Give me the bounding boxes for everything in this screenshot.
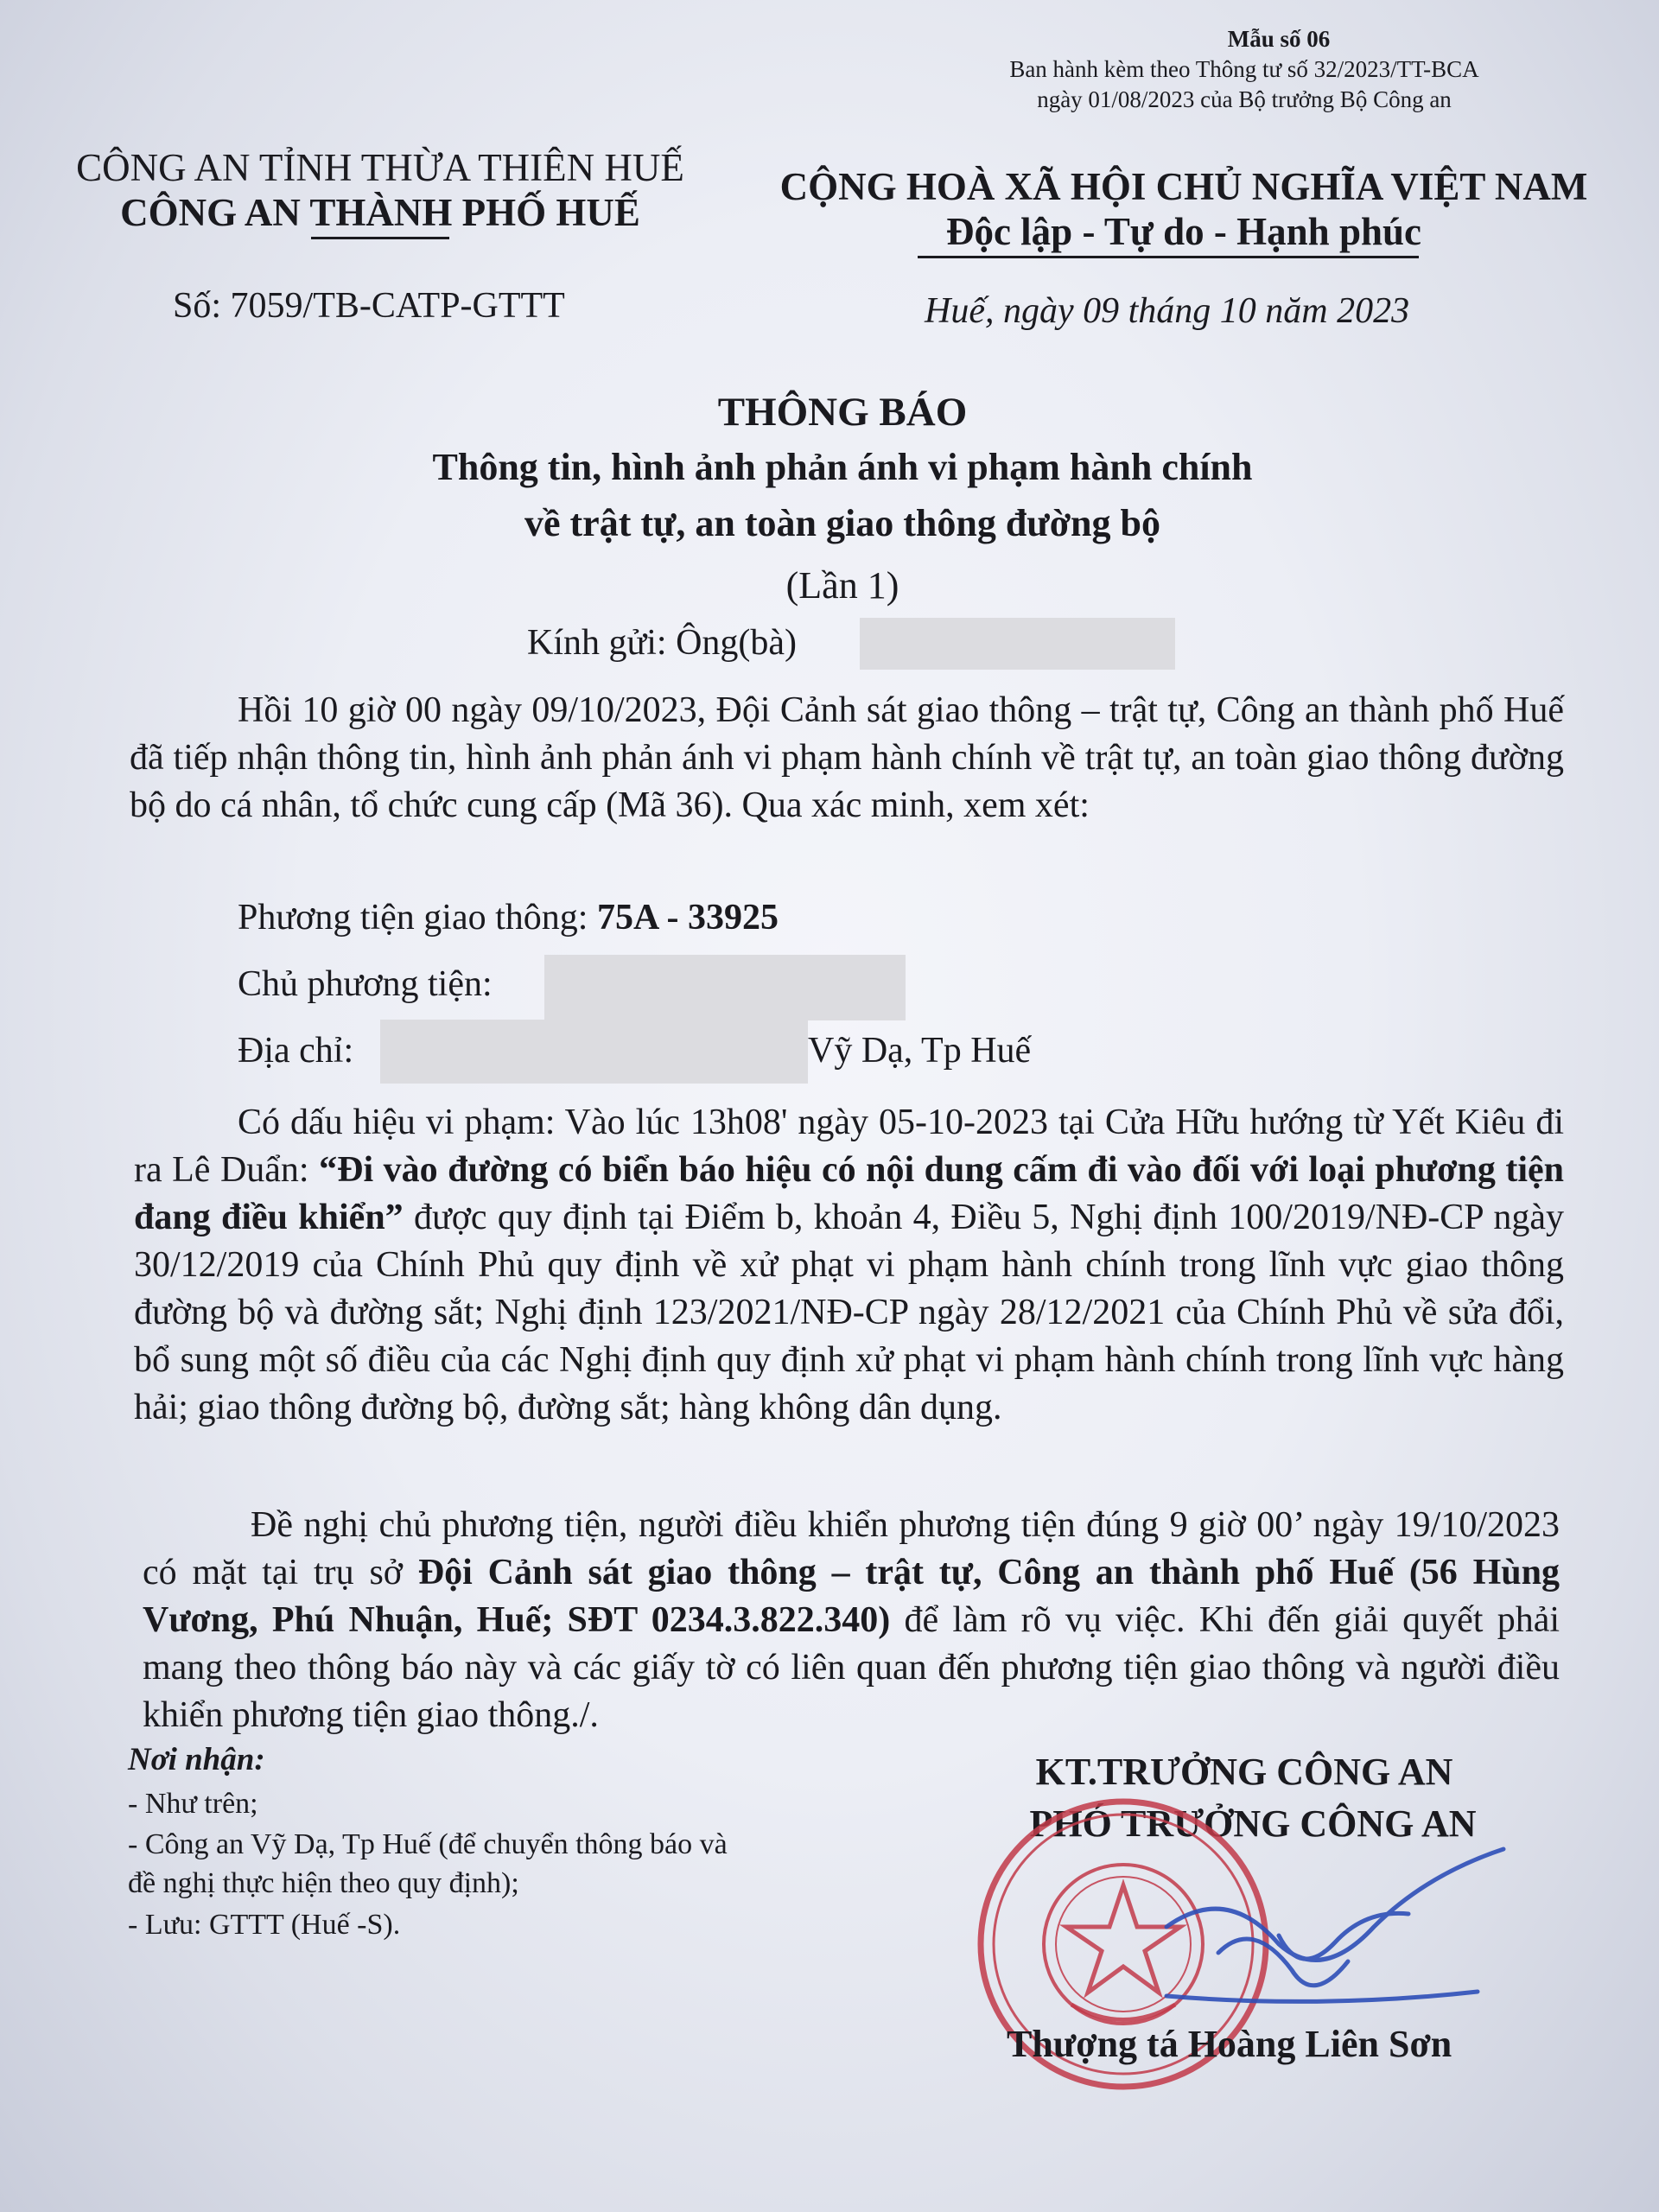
redacted-address xyxy=(380,1020,808,1084)
motto-underline xyxy=(918,256,1419,258)
addressee-label: Kính gửi: Ông(bà) xyxy=(527,623,798,663)
vehicle-line xyxy=(238,897,779,938)
notice-subtitle-2: về trật tự, an toàn giao thông đường bộ xyxy=(524,502,1160,544)
request-paragraph xyxy=(143,1502,1560,1739)
address-tail: Vỹ Dạ, Tp Huế xyxy=(808,1031,1032,1071)
address-label: Địa chỉ: xyxy=(238,1031,354,1071)
recipient-item: - Lưu: GTTT (Huế -S). xyxy=(128,1909,401,1941)
document-number: Số: 7059/TB-CATP-GTTT xyxy=(173,286,565,326)
signer-role-2: PHÓ TRƯỞNG CÔNG AN xyxy=(1029,1802,1477,1845)
signer-role-1: KT.TRƯỞNG CÔNG AN xyxy=(1035,1751,1453,1793)
recipient-item: - Công an Vỹ Dạ, Tp Huế (để chuyển thông báo và xyxy=(128,1828,728,1860)
place-date: Huế, ngày 09 tháng 10 năm 2023 xyxy=(925,291,1410,331)
request-office: Đội Cảnh sát giao thông – trật tự, Công an thành phố Huế (56 Hùng Vương, Phú Nhuận, Huế; SĐT 0234.3.822.340) xyxy=(143,1553,1560,1640)
intro-paragraph: Hồi 10 giờ 00 ngày 09/10/2023, Đội Cảnh sát giao thông – trật tự, Công an thành phố Huế đã tiếp nhận thông tin, hình ảnh phản ánh vi phạm hành chính về trật tự, an toàn giao thông đường bộ do cá nhân, tổ chức cung cấp (Mã 36). Qua xác minh, xem xét: xyxy=(130,690,1564,825)
notice-heading: THÔNG BÁO xyxy=(717,390,968,435)
national-motto: Độc lập - Tự do - Hạnh phúc xyxy=(945,210,1422,253)
issuer-province: CÔNG AN TỈNH THỪA THIÊN HUẾ xyxy=(76,146,684,189)
redacted-owner xyxy=(544,955,906,1020)
national-title: CỘNG HOÀ XÃ HỘI CHỦ NGHĨA VIỆT NAM xyxy=(779,165,1588,208)
vehicle-label: Phương tiện giao thông: xyxy=(238,898,597,938)
violation-paragraph xyxy=(134,1099,1564,1432)
signer-name: Thượng tá Hoàng Liên Sơn xyxy=(1007,2023,1452,2065)
recipient-item: - Như trên; xyxy=(128,1788,258,1820)
request-text-a: Đề nghị chủ phương tiện, người điều khiển phương tiện đúng 9 giờ 00’ ngày 19/10/2023 có mặt tại trụ sở xyxy=(143,1505,1560,1592)
issuer-city: CÔNG AN THÀNH PHỐ HUẾ xyxy=(120,191,640,234)
form-issued-date: ngày 01/08/2023 của Bộ trưởng Bộ Công an xyxy=(1037,86,1452,112)
violation-text-b: được quy định tại Điểm b, khoản 4, Điều 5, Nghị định 100/2019/NĐ-CP ngày 30/12/2019 của Chính Phủ quy định về xử phạt vi phạm hành chính trong lĩnh vực giao thông đường bộ và đường sắt; Nghị định 123/2021/NĐ-CP ngày 28/12/2021 của Chính Phủ về sửa đổi, bổ sung một số điều của các Nghị định quy định xử phạt vi phạm hành chính trong lĩnh vực hàng hải; giao thông đường bộ, đường sắt; hàng không dân dụng. xyxy=(134,1198,1564,1427)
violation-text-a: Có dấu hiệu vi phạm: Vào lúc 13h08' ngày 05-10-2023 tại Cửa Hữu hướng từ Yết Kiêu đi ra Lê Duẩn: xyxy=(134,1103,1564,1190)
redacted-addressee xyxy=(860,618,1175,670)
request-text-b: để làm rõ vụ việc. Khi đến giải quyết phải mang theo thông báo này và các giấy tờ có liên quan đến phương tiện giao thông và người điều khiển phương tiện giao thông./. xyxy=(143,1600,1560,1735)
form-issued-with: Ban hành kèm theo Thông tư số 32/2023/TT-BCA xyxy=(1009,56,1479,82)
violation-description: “Đi vào đường có biển báo hiệu có nội dung cấm đi vào đối với loại phương tiện đang điều khiển” xyxy=(134,1150,1564,1237)
notice-subtitle-1: Thông tin, hình ảnh phản ánh vi phạm hành chính xyxy=(432,446,1253,488)
recipients-title: Nơi nhận: xyxy=(128,1742,265,1777)
handwritten-signature xyxy=(1149,1832,1529,2039)
owner-label: Chủ phương tiện: xyxy=(238,964,493,1004)
recipient-item: đề nghị thực hiện theo quy định); xyxy=(128,1867,519,1899)
notice-round: (Lần 1) xyxy=(785,564,899,607)
form-number: Mẫu số 06 xyxy=(1227,26,1331,52)
issuer-underline xyxy=(311,237,449,239)
vehicle-plate: 75A - 33925 xyxy=(596,898,779,938)
